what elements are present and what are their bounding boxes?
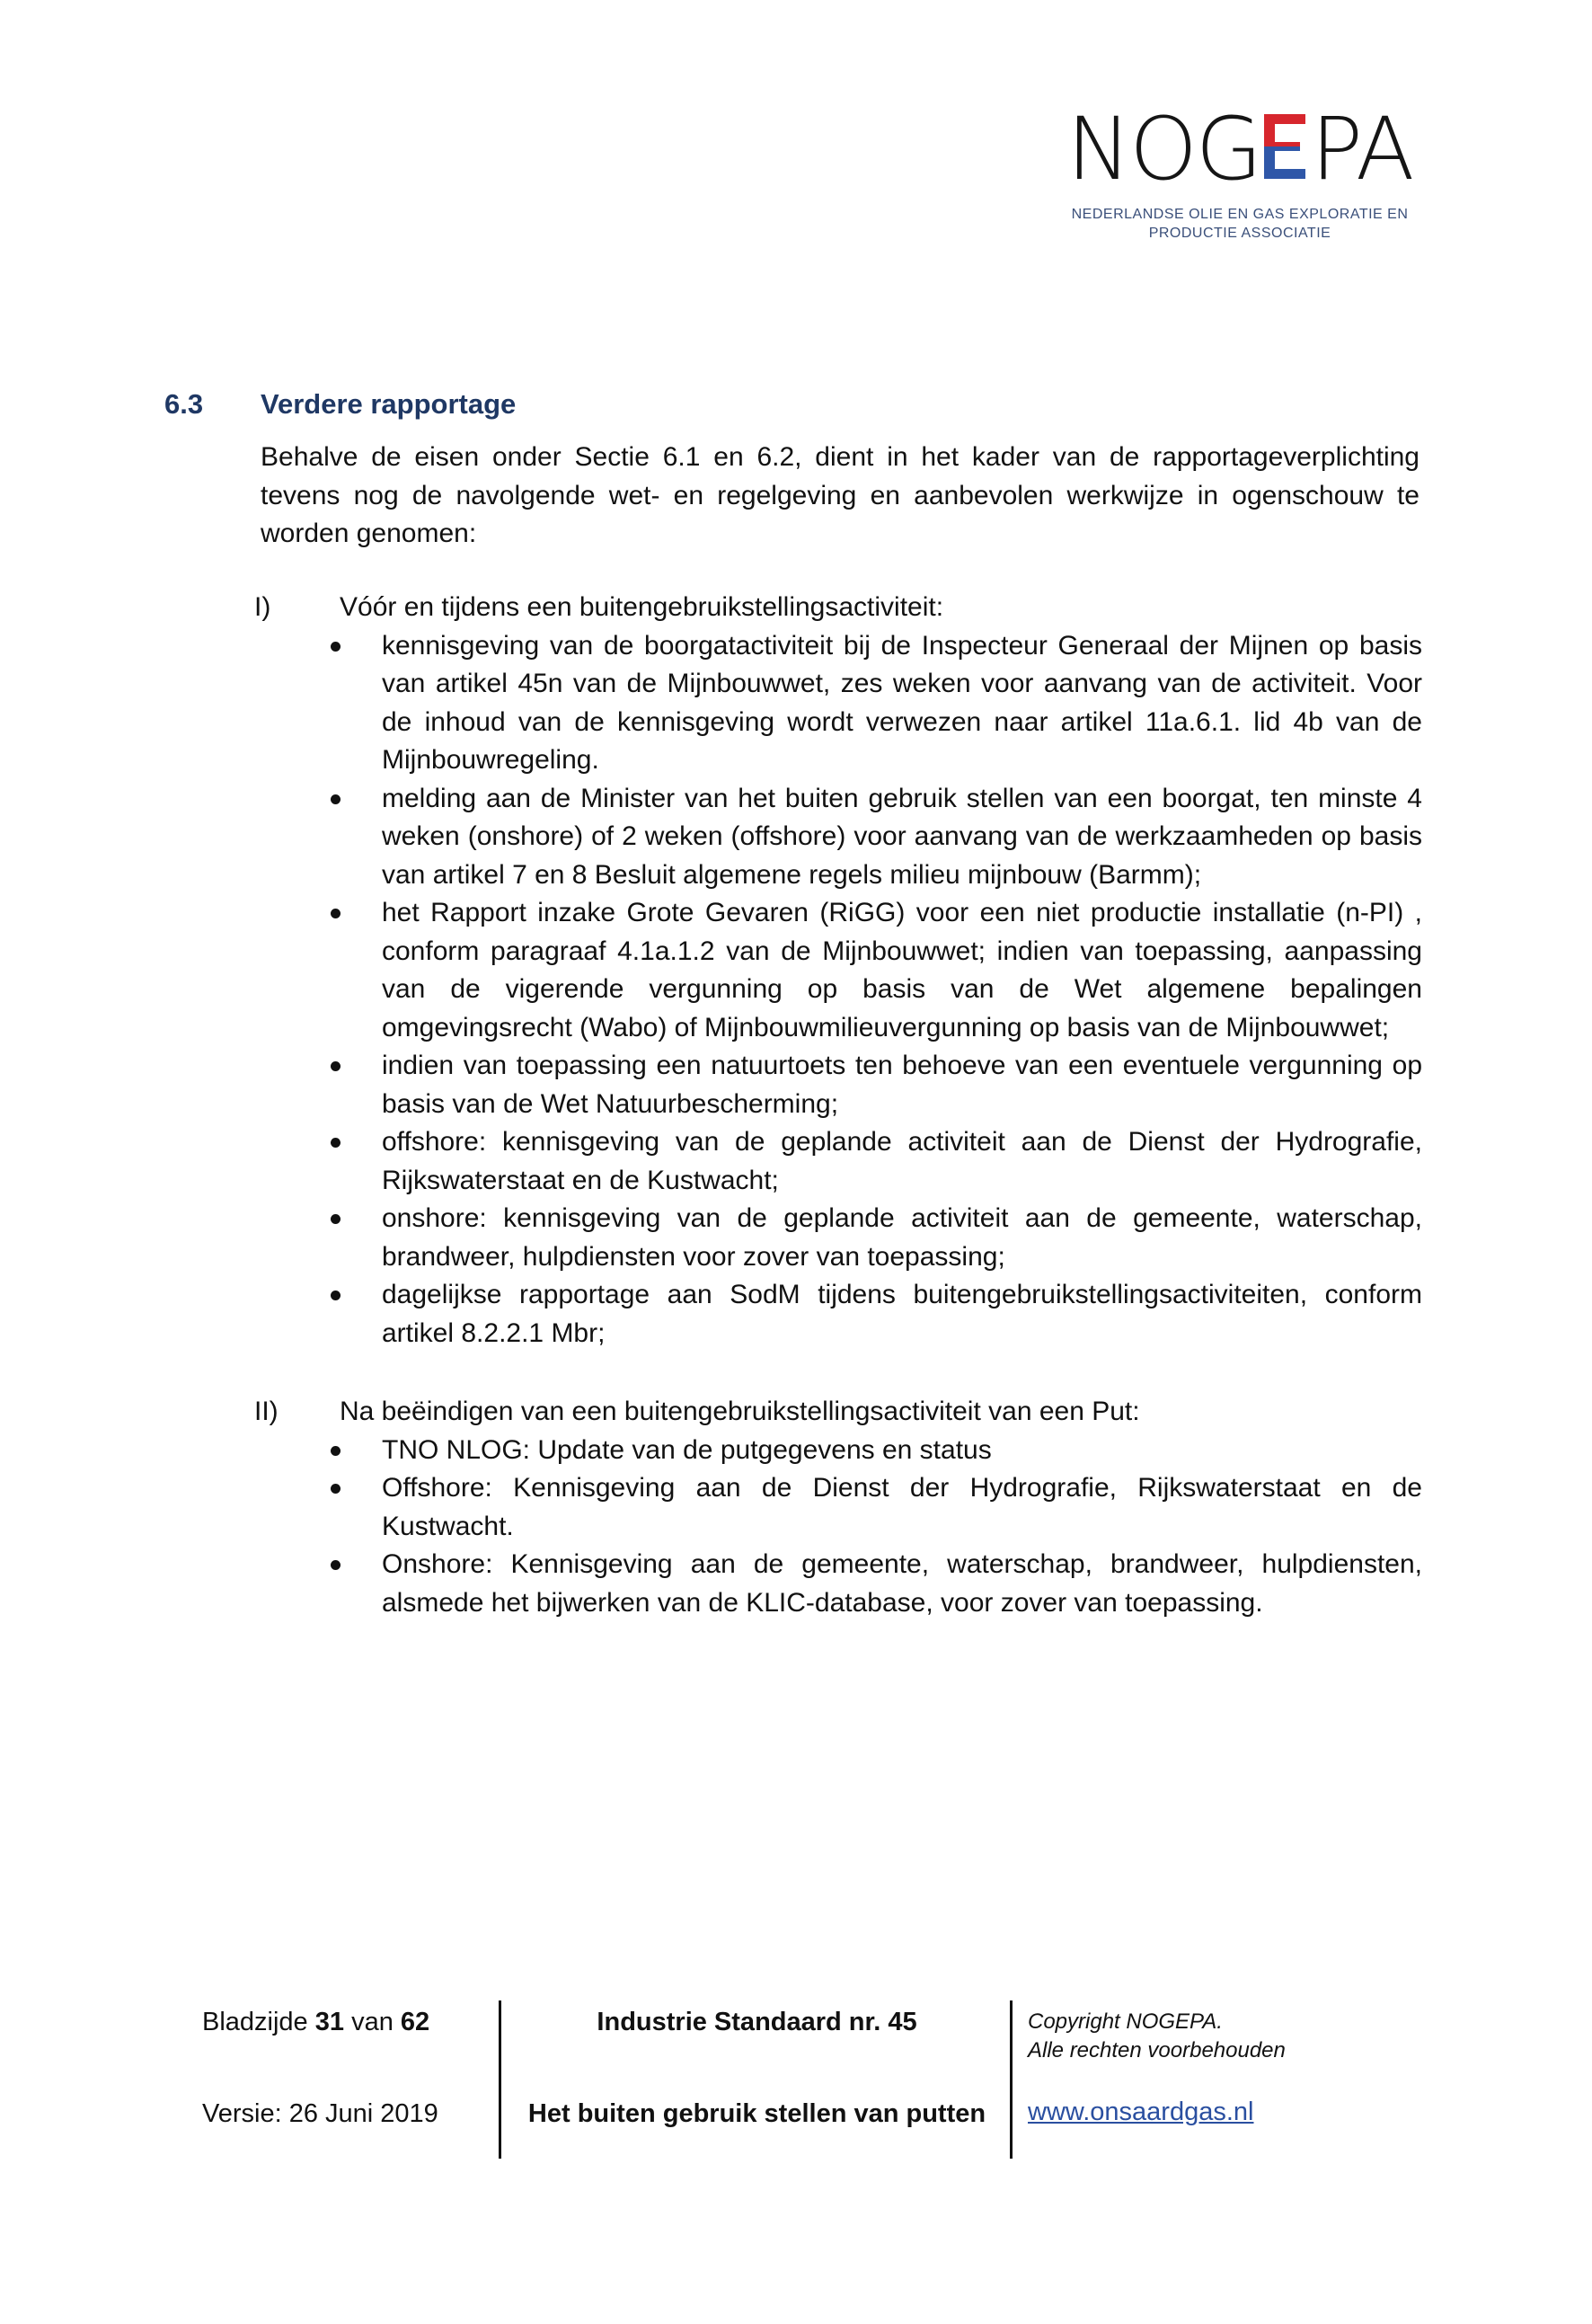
list-item [254,1469,1422,1546]
list-item-text: offshore: kennisgeving van de geplande activiteit aan de Dienst der Hydrografie, Rijkswaterstaat en de Kustwacht; [382,1127,1422,1195]
list-item-text: TNO NLOG: Update van de putgegevens en status [382,1434,992,1465]
logo-flag-e-icon [1264,114,1307,179]
logo-text-right: PA [1311,99,1413,200]
document-title: Het buiten gebruik stellen van putten [527,2099,986,2128]
part-1-numeral: I) [254,592,271,622]
list-item [254,894,1422,1047]
list-item [254,1047,1422,1123]
list-item [254,1546,1422,1622]
part-1-title: Vóór en tijdens een buitengebruikstellingsactiviteit: [340,592,944,622]
list-item-text: Onshore: Kennisgeving aan de gemeente, waterschap, brandweer, hulpdiensten, alsmede het bijwerken van de KLIC-database, voor zover van toepassing. [382,1549,1422,1618]
bullet-icon [331,1061,341,1071]
copyright-line2: Alle rechten voorbehouden [1028,2038,1286,2062]
logo-wordmark [1060,99,1420,200]
logo-subtitle-line2: PRODUCTIE ASSOCIATIE [1148,226,1331,241]
list-item [254,1200,1422,1276]
bullet-icon [331,1138,341,1148]
section-heading [164,388,516,421]
part-1-list [254,627,1422,1353]
page-of-label: van [344,2008,401,2036]
section-number: 6.3 [164,388,204,420]
part-1 [254,589,1422,1353]
copyright-line1: Copyright NOGEPA. [1028,2009,1223,2034]
page-current: 31 [314,2008,345,2036]
section-title: Verdere rapportage [261,388,517,420]
page-number [202,2008,429,2037]
intro-paragraph: Behalve de eisen onder Sectie 6.1 en 6.2, dient in het kader van de rapportageverplichting tevens nog de navolgende wet- en regelgeving en aanbevolen werkwijze in ogenschouw te worden genomen: [261,442,1420,548]
list-item [254,780,1422,895]
list-item [254,1123,1422,1200]
bullet-icon [331,794,341,804]
list-item [254,627,1422,780]
part-2-list [254,1432,1422,1623]
list-item-text: kennisgeving van de boorgatactiviteit bij de Inspecteur Generaal der Mijnen op basis van artikel 45n van de Mijnbouwwet, zes weken voor aanvang van de activiteit. Voor de inhoud van de kennisgeving wordt verwezen naar artikel 11a.6.1. lid 4b van de Mijnbouwregeling. [382,630,1422,775]
list-item-text: melding aan de Minister van het buiten gebruik stellen van een boorgat, ten minste 4 weken (onshore) of 2 weken (offshore) voor aanvang van de werkzaamheden op basis van artikel 7 en 8 Besluit algemene regels milieu mijnbouw (Barmm); [382,783,1422,890]
bullet-icon [331,909,341,918]
part-2-numeral: II) [254,1397,279,1426]
part-1-heading [254,589,1422,627]
page-footer [0,1995,1592,2166]
list-item-text: het Rapport inzake Grote Gevaren (RiGG) voor een niet productie installatie (n-PI) , conform paragraaf 4.1a.1.2 van de Mijnbouwwet; indien van toepassing, aanpassing van de vigerende vergunning op basis van de Wet algemene bepalingen omgevingsrecht (Wabo) of Mijnbouwmilieuvergunning op basis van de Mijnbouwwet; [382,898,1422,1042]
footer-divider [1010,2000,1013,2159]
page-label: Bladzijde [202,2008,315,2036]
bullet-icon [331,642,341,652]
bullet-icon [331,1291,341,1300]
bullet-icon [331,1214,341,1224]
list-item [254,1276,1422,1353]
list-item-text: Offshore: Kennisgeving aan de Dienst der Hydrografie, Rijkswaterstaat en de Kustwacht. [382,1473,1422,1541]
footer-divider [499,2000,501,2159]
copyright-notice [1028,2008,1286,2065]
logo-text-left: NOG [1066,99,1261,200]
nogepa-logo [1060,99,1420,243]
part-2 [254,1393,1422,1622]
bullet-icon [331,1560,341,1570]
page-total: 62 [400,2008,430,2036]
list-item-text: onshore: kennisgeving van de geplande activiteit aan de gemeente, waterschap, brandweer, hulpdiensten voor zover van toepassing; [382,1203,1422,1272]
bullet-icon [331,1484,341,1494]
logo-subtitle [1060,205,1420,243]
website-link[interactable]: www.onsaardgas.nl [1028,2098,1254,2126]
list-item [254,1432,1422,1470]
version-date: Versie: 26 Juni 2019 [202,2099,438,2128]
logo-subtitle-line1: NEDERLANDSE OLIE EN GAS EXPLORATIE EN [1071,207,1409,222]
part-2-heading [254,1393,1422,1432]
bullet-icon [331,1446,341,1456]
standard-number: Industrie Standaard nr. 45 [597,2008,917,2036]
list-item-text: dagelijkse rapportage aan SodM tijdens buitengebruikstellingsactiviteiten, conform artikel 8.2.2.1 Mbr; [382,1280,1422,1348]
list-item-text: indien van toepassing een natuurtoets ten behoeve van een eventuele vergunning op basis van de Wet Natuurbescherming; [382,1051,1422,1119]
part-2-title: Na beëindigen van een buitengebruikstellingsactiviteit van een Put: [340,1397,1140,1426]
